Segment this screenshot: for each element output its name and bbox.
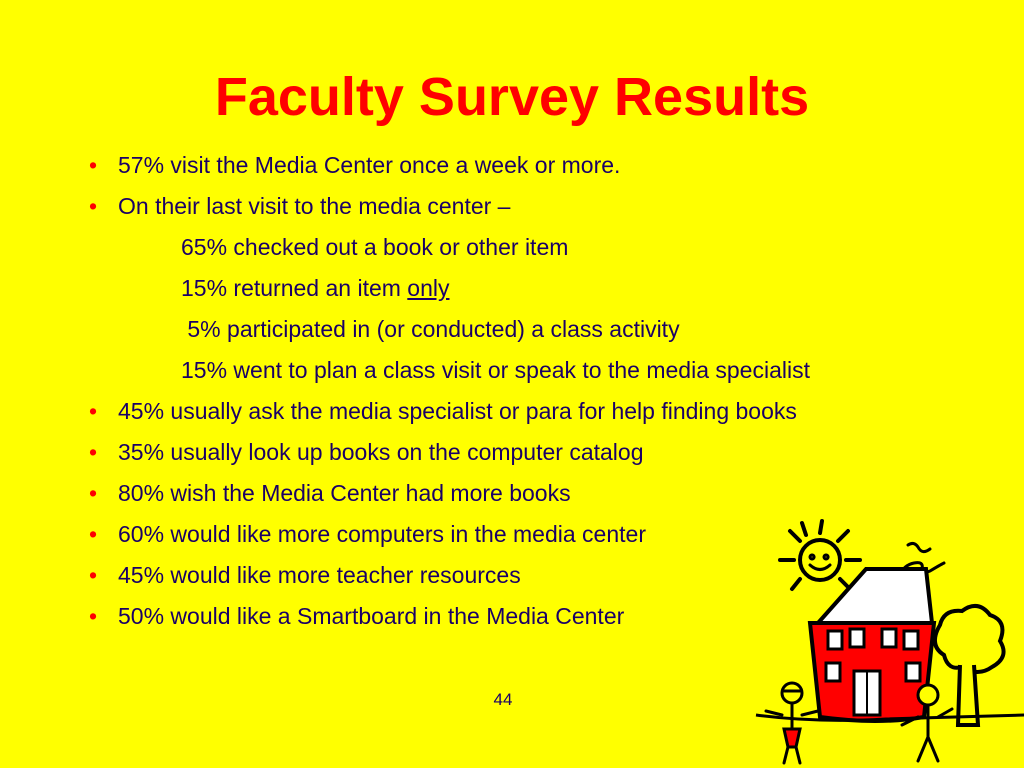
school-house-clipart [748, 505, 1024, 768]
list-item [181, 232, 568, 262]
list-item [89, 519, 646, 549]
list-item [181, 314, 680, 344]
roof [818, 569, 932, 623]
page-number: 44 [493, 690, 513, 709]
slide-title: Faculty Survey Results [214, 67, 810, 127]
list-item [89, 396, 797, 426]
bullet-icon: • [89, 562, 98, 588]
list-item [89, 560, 521, 590]
list-item-text: 65% checked out a book or other item [181, 234, 569, 260]
underlined-word: only [407, 275, 450, 301]
list-item [89, 191, 511, 221]
list-item-text: 35% usually look up books on the computer catalog [118, 439, 644, 465]
list-item-text: 80% wish the Media Center had more books [118, 480, 571, 506]
list-item-text: 15% returned an item [181, 275, 408, 301]
list-item [181, 273, 450, 303]
bullet-icon: • [89, 398, 98, 424]
bullet-icon: • [89, 603, 98, 629]
list-item-text: On their last visit to the media center – [118, 193, 511, 219]
list-item-text: 45% usually ask the media specialist or para for help finding books [118, 398, 797, 424]
bullet-icon: • [89, 480, 98, 506]
list-item-text: 60% would like more computers in the media center [118, 521, 646, 547]
list-item-text: 45% would like more teacher resources [118, 562, 521, 588]
list-item [89, 601, 625, 631]
list-item-text: 57% visit the Media Center once a week or more. [118, 152, 621, 178]
bullet-icon: • [89, 152, 98, 178]
list-item-text: 15% went to plan a class visit or speak to the media specialist [181, 357, 810, 383]
list-item [89, 437, 644, 467]
bullet-icon: • [89, 521, 98, 547]
list-item [181, 355, 810, 385]
sun-icon [780, 521, 860, 589]
bullet-icon: • [89, 193, 98, 219]
list-item [89, 478, 571, 508]
tree-icon [935, 606, 1004, 725]
child-figure-icon [766, 683, 818, 763]
list-item-text: 50% would like a Smartboard in the Media Center [118, 603, 625, 629]
bullet-icon: • [89, 439, 98, 465]
list-item [89, 150, 621, 180]
list-item-text: 5% participated in (or conducted) a class activity [181, 316, 680, 342]
